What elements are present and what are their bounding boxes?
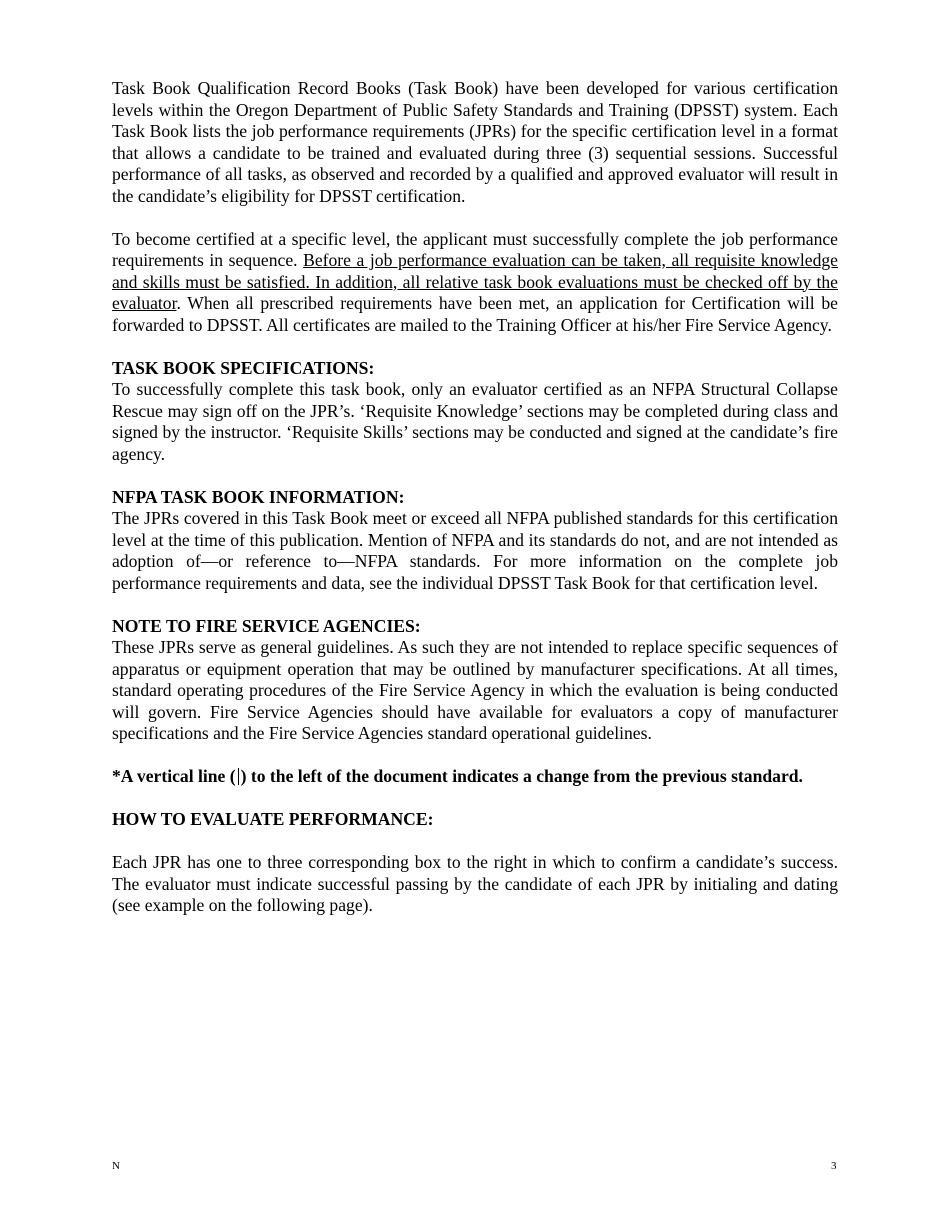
specs-body: To successfully complete this task book, only an evaluator certified as an NFPA Structural Collapse Rescue may sign off on the JPR’s. ‘Requisite Knowledge’ sections may be completed during class and signed by the instructor. ‘Requisite Skills’ sections may be conducted and signed at the candidate’s fire agency. xyxy=(112,379,838,464)
footer-left-text: N xyxy=(112,1160,120,1172)
change-note-before: *A vertical line ( xyxy=(112,766,236,786)
specs-heading: TASK BOOK SPECIFICATIONS: xyxy=(112,357,375,378)
certification-text-start: To become certified at a specific level, the applicant must successfully complete the job performance requirements in sequence. xyxy=(112,228,838,270)
change-note xyxy=(112,766,838,788)
intro-paragraph: Task Book Qualification Record Books (Task Book) have been developed for various certification levels within the Oregon Department of Public Safety Standards and Training (DPSST) system. Each Task Book lists the job performance requirements (JPRs) for the specific certification level in a format that allows a candidate to be trained and evaluated during three (3) sequential sessions. Successful performance of all tasks, as observed and recorded by a qualified and approved evaluator will result in the candidate’s eligibility for DPSST certification. xyxy=(112,78,838,206)
nfpa-heading: NFPA TASK BOOK INFORMATION: xyxy=(112,486,405,507)
document-page xyxy=(112,78,838,917)
agencies-body: These JPRs serve as general guidelines. As such they are not intended to replace specific sequences of apparatus or equipment operation that may be outlined by manufacturer specifications. At all times, standard operating procedures of the Fire Service Agency in which the evaluation is being conducted will govern. Fire Service Agencies should have available for evaluators a copy of manufacturer specifications and the Fire Service Agencies standard operational guidelines. xyxy=(112,637,838,743)
evaluate-body: Each JPR has one to three corresponding box to the right in which to confirm a candidate’s success. The evaluator must indicate successful passing by the candidate of each JPR by initialing and dating (see example on the following page). xyxy=(112,852,838,915)
nfpa-body: The JPRs covered in this Task Book meet or exceed all NFPA published standards for this certification level at the time of this publication. Mention of NFPA and its standards do not, and are not intended as adoption of—or reference to—NFPA standards. For more information on the complete job performance requirements and data, see the individual DPSST Task Book for that certification level. xyxy=(112,508,838,593)
page-number: 3 xyxy=(831,1160,837,1172)
evaluate-heading: HOW TO EVALUATE PERFORMANCE: xyxy=(112,809,434,829)
agencies-heading: NOTE TO FIRE SERVICE AGENCIES: xyxy=(112,615,421,636)
certification-text-end: . When all prescribed requirements have been met, an application for Certification will be forwarded to DPSST. All certificates are mailed to the Training Officer at his/her Fire Service Agency. xyxy=(112,293,838,335)
change-note-after: ) to the left of the document indicates a change from the previous standard. xyxy=(240,766,803,786)
certification-underlined-text: Before a job performance evaluation can be taken, all requisite knowledge and skills must be satisfied. In addition, all relative task book evaluations must be checked off by the evaluator xyxy=(112,250,838,313)
certification-paragraph xyxy=(112,229,838,337)
vertical-line-icon xyxy=(238,768,239,785)
